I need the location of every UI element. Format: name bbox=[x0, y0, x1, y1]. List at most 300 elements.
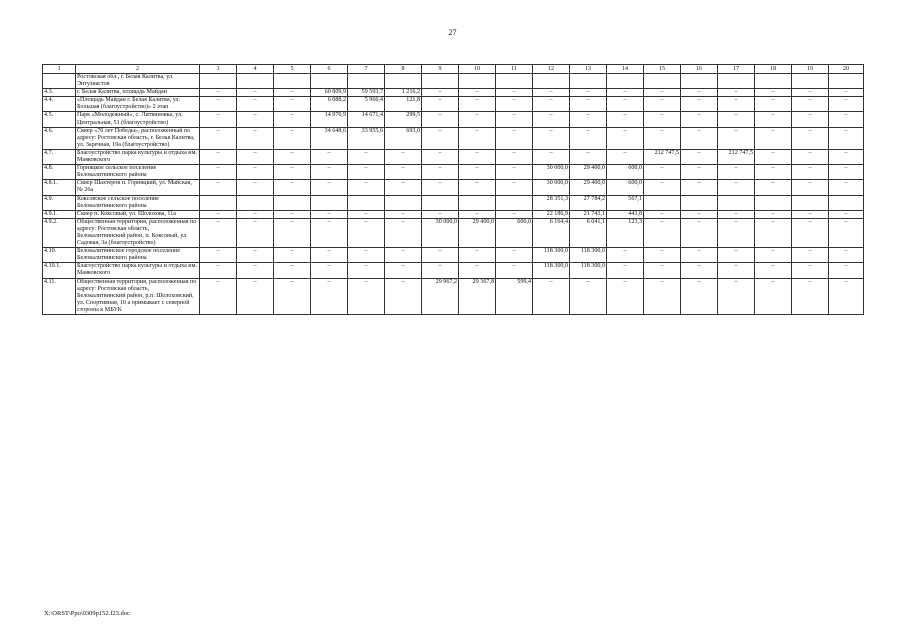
value-cell: 1 216,2 bbox=[385, 89, 422, 97]
value-cell: – bbox=[755, 149, 792, 164]
value-cell: – bbox=[755, 165, 792, 180]
value-cell: – bbox=[607, 97, 644, 112]
table-row bbox=[43, 89, 864, 97]
value-cell: – bbox=[681, 112, 718, 127]
value-cell: – bbox=[459, 263, 496, 278]
value-cell: – bbox=[533, 127, 570, 149]
value-cell: – bbox=[496, 127, 533, 149]
value-cell: – bbox=[607, 112, 644, 127]
value-cell bbox=[200, 74, 237, 89]
value-cell: – bbox=[459, 89, 496, 97]
value-cell: – bbox=[829, 180, 864, 195]
value-cell: – bbox=[459, 97, 496, 112]
value-cell: 212 747,5 bbox=[718, 149, 755, 164]
value-cell bbox=[792, 74, 829, 89]
value-cell: – bbox=[422, 180, 459, 195]
value-cell: – bbox=[792, 278, 829, 314]
value-cell: – bbox=[422, 112, 459, 127]
value-cell: – bbox=[422, 97, 459, 112]
value-cell: – bbox=[718, 165, 755, 180]
value-cell: – bbox=[348, 278, 385, 314]
value-cell: – bbox=[311, 210, 348, 218]
value-cell: – bbox=[274, 210, 311, 218]
value-cell: – bbox=[644, 112, 681, 127]
row-number-cell: 4.10.1. bbox=[43, 263, 76, 278]
value-cell: – bbox=[718, 218, 755, 247]
value-cell: – bbox=[644, 127, 681, 149]
value-cell: – bbox=[237, 165, 274, 180]
value-cell: – bbox=[237, 127, 274, 149]
value-cell: – bbox=[311, 218, 348, 247]
value-cell: – bbox=[200, 218, 237, 247]
row-number-cell: 4.6. bbox=[43, 127, 76, 149]
value-cell: – bbox=[718, 112, 755, 127]
value-cell: – bbox=[348, 165, 385, 180]
value-cell: – bbox=[274, 112, 311, 127]
value-cell: – bbox=[755, 278, 792, 314]
column-number-cell: 2 bbox=[76, 65, 200, 74]
value-cell: – bbox=[422, 127, 459, 149]
value-cell: – bbox=[681, 248, 718, 263]
value-cell bbox=[829, 74, 864, 89]
value-cell: – bbox=[792, 127, 829, 149]
value-cell bbox=[200, 195, 237, 210]
value-cell: – bbox=[274, 218, 311, 247]
value-cell: – bbox=[237, 97, 274, 112]
value-cell: – bbox=[570, 149, 607, 164]
value-cell: – bbox=[237, 149, 274, 164]
value-cell: – bbox=[200, 278, 237, 314]
value-cell bbox=[792, 195, 829, 210]
value-cell: – bbox=[496, 180, 533, 195]
row-name-cell: Коксовское сельское поселение Белокалитвинского района bbox=[76, 195, 200, 210]
value-cell: – bbox=[681, 180, 718, 195]
value-cell: 567,1 bbox=[607, 195, 644, 210]
value-cell bbox=[570, 74, 607, 89]
value-cell: – bbox=[792, 180, 829, 195]
value-cell: – bbox=[829, 97, 864, 112]
value-cell: – bbox=[718, 127, 755, 149]
value-cell: – bbox=[755, 89, 792, 97]
value-cell: – bbox=[755, 210, 792, 218]
value-cell: – bbox=[607, 149, 644, 164]
column-number-cell: 6 bbox=[311, 65, 348, 74]
value-cell: 299,5 bbox=[385, 112, 422, 127]
value-cell: 443,8 bbox=[607, 210, 644, 218]
value-cell: – bbox=[496, 165, 533, 180]
table-row bbox=[43, 195, 864, 210]
value-cell: – bbox=[681, 149, 718, 164]
row-name-cell: Общественная территория, расположенная по адресу: Ростовская область, Белокалитвинский район, р.п. Шолоховский, ул. Спортивная, 10 а примыкает с северной стороны к МБУК bbox=[76, 278, 200, 314]
value-cell: – bbox=[237, 218, 274, 247]
value-cell: 118 300,0 bbox=[533, 263, 570, 278]
value-cell: – bbox=[570, 97, 607, 112]
value-cell: – bbox=[237, 278, 274, 314]
value-cell: – bbox=[829, 127, 864, 149]
value-cell: – bbox=[348, 180, 385, 195]
value-cell: – bbox=[829, 278, 864, 314]
value-cell: 30 000,0 bbox=[422, 218, 459, 247]
value-cell: 34 648,6 bbox=[311, 127, 348, 149]
value-cell: – bbox=[422, 149, 459, 164]
value-cell: – bbox=[755, 248, 792, 263]
value-cell: 5 966,4 bbox=[348, 97, 385, 112]
value-cell: – bbox=[681, 127, 718, 149]
value-cell bbox=[422, 195, 459, 210]
row-name-cell: Благоустройство парка культуры и отдыха им. Маяковского bbox=[76, 149, 200, 164]
value-cell: 30 000,0 bbox=[533, 180, 570, 195]
value-cell: – bbox=[718, 263, 755, 278]
column-number-cell: 3 bbox=[200, 65, 237, 74]
value-cell: – bbox=[644, 248, 681, 263]
table-row bbox=[43, 149, 864, 164]
value-cell: – bbox=[496, 149, 533, 164]
value-cell bbox=[755, 195, 792, 210]
value-cell: 212 747,5 bbox=[644, 149, 681, 164]
value-cell: 6 088,2 bbox=[311, 97, 348, 112]
column-number-cell: 13 bbox=[570, 65, 607, 74]
value-cell: – bbox=[570, 127, 607, 149]
value-cell: – bbox=[385, 180, 422, 195]
value-cell: – bbox=[274, 180, 311, 195]
value-cell: 600,0 bbox=[496, 218, 533, 247]
value-cell: 693,0 bbox=[385, 127, 422, 149]
value-cell: – bbox=[459, 149, 496, 164]
table-row bbox=[43, 165, 864, 180]
value-cell bbox=[385, 195, 422, 210]
table-row bbox=[43, 210, 864, 218]
row-name-cell: Сквер «70 лет Победы», расположенный по адресу: Ростовская область, г. Белая Калитва, ул. Заречная, 19а (благоустройство) bbox=[76, 127, 200, 149]
value-cell: – bbox=[681, 165, 718, 180]
value-cell: 121,8 bbox=[385, 97, 422, 112]
value-cell: – bbox=[792, 248, 829, 263]
value-cell: 123,3 bbox=[607, 218, 644, 247]
value-cell bbox=[274, 74, 311, 89]
value-cell: – bbox=[200, 248, 237, 263]
value-cell: – bbox=[311, 248, 348, 263]
value-cell: – bbox=[570, 278, 607, 314]
value-cell bbox=[274, 195, 311, 210]
value-cell: – bbox=[422, 89, 459, 97]
value-cell: – bbox=[496, 97, 533, 112]
value-cell: 22 186,9 bbox=[533, 210, 570, 218]
value-cell bbox=[237, 195, 274, 210]
value-cell: – bbox=[311, 165, 348, 180]
row-name-cell: «Площадь Майдан г. Белая Калитва, ул. Большая (благоустройство)» 2 этап bbox=[76, 97, 200, 112]
value-cell: – bbox=[533, 149, 570, 164]
value-cell bbox=[348, 195, 385, 210]
value-cell: – bbox=[755, 180, 792, 195]
value-cell: – bbox=[274, 149, 311, 164]
column-number-cell: 14 bbox=[607, 65, 644, 74]
value-cell bbox=[385, 74, 422, 89]
row-number-cell: 4.7. bbox=[43, 149, 76, 164]
value-cell bbox=[237, 74, 274, 89]
value-cell: – bbox=[496, 89, 533, 97]
value-cell: – bbox=[644, 263, 681, 278]
value-cell: – bbox=[792, 97, 829, 112]
table-row bbox=[43, 180, 864, 195]
value-cell: – bbox=[348, 263, 385, 278]
row-name-cell: Ростовская обл., г. Белая Калитва, ул. Энтузиастов bbox=[76, 74, 200, 89]
value-cell bbox=[644, 74, 681, 89]
value-cell: – bbox=[607, 127, 644, 149]
value-cell: – bbox=[385, 165, 422, 180]
row-number-cell: 4.10. bbox=[43, 248, 76, 263]
value-cell: – bbox=[755, 97, 792, 112]
value-cell: 59 593,7 bbox=[348, 89, 385, 97]
value-cell: – bbox=[607, 89, 644, 97]
value-cell: – bbox=[644, 97, 681, 112]
value-cell: 29 367,8 bbox=[459, 278, 496, 314]
value-cell: – bbox=[792, 89, 829, 97]
value-cell: – bbox=[496, 248, 533, 263]
value-cell: – bbox=[570, 89, 607, 97]
value-cell bbox=[533, 74, 570, 89]
value-cell: – bbox=[237, 180, 274, 195]
value-cell: – bbox=[348, 248, 385, 263]
value-cell: – bbox=[829, 149, 864, 164]
value-cell: – bbox=[459, 248, 496, 263]
value-cell: – bbox=[829, 210, 864, 218]
value-cell: – bbox=[385, 278, 422, 314]
value-cell: – bbox=[274, 263, 311, 278]
value-cell: 33 955,6 bbox=[348, 127, 385, 149]
value-cell: – bbox=[274, 89, 311, 97]
value-cell: – bbox=[681, 97, 718, 112]
value-cell: 600,0 bbox=[607, 165, 644, 180]
value-cell: – bbox=[607, 263, 644, 278]
value-cell: – bbox=[644, 278, 681, 314]
column-number-cell: 9 bbox=[422, 65, 459, 74]
value-cell: – bbox=[718, 210, 755, 218]
value-cell bbox=[829, 195, 864, 210]
value-cell: – bbox=[644, 210, 681, 218]
value-cell bbox=[496, 195, 533, 210]
value-cell: – bbox=[755, 112, 792, 127]
table-row bbox=[43, 278, 864, 314]
value-cell: – bbox=[533, 112, 570, 127]
column-number-cell: 5 bbox=[274, 65, 311, 74]
value-cell: – bbox=[348, 210, 385, 218]
value-cell: – bbox=[459, 112, 496, 127]
row-name-cell: Общественная территория, расположенная по адресу: Ростовская область, Белокалитвинский район, п. Коксовый, ул. Садовая, 3а (благоустройство) bbox=[76, 218, 200, 247]
value-cell: – bbox=[237, 263, 274, 278]
value-cell: – bbox=[829, 263, 864, 278]
value-cell: – bbox=[274, 165, 311, 180]
value-cell: – bbox=[459, 127, 496, 149]
value-cell: – bbox=[792, 149, 829, 164]
value-cell bbox=[311, 195, 348, 210]
value-cell: – bbox=[385, 263, 422, 278]
value-cell: – bbox=[644, 180, 681, 195]
row-name-cell: Сквер Шахтеров п. Горняцкий, ул. Майская, № 26а bbox=[76, 180, 200, 195]
value-cell: – bbox=[755, 218, 792, 247]
value-cell: – bbox=[200, 112, 237, 127]
value-cell: 14 671,4 bbox=[348, 112, 385, 127]
value-cell: – bbox=[459, 165, 496, 180]
column-number-cell: 11 bbox=[496, 65, 533, 74]
value-cell: 118 300,0 bbox=[570, 263, 607, 278]
row-name-cell: Сквер п. Коксовый, ул. Шолохова, 11а bbox=[76, 210, 200, 218]
value-cell: – bbox=[829, 89, 864, 97]
value-cell: – bbox=[200, 180, 237, 195]
value-cell: – bbox=[422, 263, 459, 278]
table-row bbox=[43, 127, 864, 149]
value-cell: – bbox=[200, 97, 237, 112]
value-cell: – bbox=[237, 89, 274, 97]
value-cell bbox=[348, 74, 385, 89]
value-cell: – bbox=[274, 127, 311, 149]
value-cell bbox=[607, 74, 644, 89]
value-cell: – bbox=[681, 263, 718, 278]
value-cell: – bbox=[533, 278, 570, 314]
value-cell: – bbox=[570, 112, 607, 127]
value-cell bbox=[496, 74, 533, 89]
table-row bbox=[43, 248, 864, 263]
value-cell: – bbox=[274, 248, 311, 263]
row-number-cell: 4.8. bbox=[43, 165, 76, 180]
page-number: 27 bbox=[448, 28, 457, 37]
value-cell: – bbox=[681, 210, 718, 218]
value-cell: – bbox=[311, 263, 348, 278]
value-cell: 29 400,0 bbox=[570, 165, 607, 180]
value-cell: – bbox=[496, 112, 533, 127]
table-row bbox=[43, 74, 864, 89]
value-cell bbox=[681, 195, 718, 210]
value-cell: 29 400,0 bbox=[570, 180, 607, 195]
value-cell bbox=[681, 74, 718, 89]
value-cell: 21 743,1 bbox=[570, 210, 607, 218]
column-number-cell: 16 bbox=[681, 65, 718, 74]
value-cell: – bbox=[311, 180, 348, 195]
table-row bbox=[43, 97, 864, 112]
value-cell bbox=[459, 74, 496, 89]
row-number-cell: 4.9.1. bbox=[43, 210, 76, 218]
row-number-cell: 4.9. bbox=[43, 195, 76, 210]
value-cell bbox=[459, 195, 496, 210]
value-cell: – bbox=[311, 149, 348, 164]
value-cell: 6 041,1 bbox=[570, 218, 607, 247]
value-cell: – bbox=[237, 248, 274, 263]
table-row bbox=[43, 112, 864, 127]
value-cell: – bbox=[496, 263, 533, 278]
value-cell: – bbox=[385, 210, 422, 218]
value-cell: 118 300,0 bbox=[533, 248, 570, 263]
value-cell: – bbox=[533, 89, 570, 97]
value-cell: – bbox=[496, 210, 533, 218]
column-number-cell: 20 bbox=[829, 65, 864, 74]
value-cell: 6 164,4 bbox=[533, 218, 570, 247]
row-number-cell: 4.5. bbox=[43, 112, 76, 127]
value-cell: 14 970,9 bbox=[311, 112, 348, 127]
table-row bbox=[43, 263, 864, 278]
value-cell: – bbox=[533, 97, 570, 112]
column-number-cell: 8 bbox=[385, 65, 422, 74]
value-cell: – bbox=[200, 127, 237, 149]
value-cell: – bbox=[348, 218, 385, 247]
row-number-cell: 4.11. bbox=[43, 278, 76, 314]
row-name-cell: г. Белая Калитва, площадь Майдан bbox=[76, 89, 200, 97]
file-path-footer: X:\ORST\Ppo\0309p152.f23.doc bbox=[44, 610, 130, 617]
value-cell: 29 400,0 bbox=[459, 218, 496, 247]
value-cell: – bbox=[237, 112, 274, 127]
column-number-cell: 18 bbox=[755, 65, 792, 74]
value-cell: – bbox=[792, 112, 829, 127]
value-cell: – bbox=[200, 165, 237, 180]
column-number-cell: 1 bbox=[43, 65, 76, 74]
value-cell: – bbox=[718, 278, 755, 314]
value-cell bbox=[644, 195, 681, 210]
value-cell: – bbox=[792, 218, 829, 247]
value-cell: – bbox=[829, 165, 864, 180]
value-cell: – bbox=[681, 89, 718, 97]
value-cell: 118 300,0 bbox=[570, 248, 607, 263]
value-cell: 29 967,2 bbox=[422, 278, 459, 314]
column-number-cell: 15 bbox=[644, 65, 681, 74]
value-cell bbox=[755, 74, 792, 89]
value-cell: – bbox=[459, 180, 496, 195]
value-cell: – bbox=[792, 210, 829, 218]
value-cell: – bbox=[385, 248, 422, 263]
value-cell: – bbox=[718, 89, 755, 97]
value-cell: – bbox=[792, 165, 829, 180]
value-cell: – bbox=[237, 210, 274, 218]
value-cell: – bbox=[755, 127, 792, 149]
value-cell: 60 809,9 bbox=[311, 89, 348, 97]
value-cell: – bbox=[681, 278, 718, 314]
value-cell: – bbox=[459, 210, 496, 218]
value-cell: – bbox=[644, 89, 681, 97]
value-cell: – bbox=[755, 263, 792, 278]
table-row bbox=[43, 218, 864, 247]
row-name-cell: Белокалитвинское городское поселение Белокалитвинского района bbox=[76, 248, 200, 263]
value-cell: 600,0 bbox=[607, 180, 644, 195]
row-name-cell: Горняцкое сельское поселение Белокалитвинского района bbox=[76, 165, 200, 180]
column-number-cell: 7 bbox=[348, 65, 385, 74]
value-cell: – bbox=[718, 248, 755, 263]
value-cell: – bbox=[348, 149, 385, 164]
row-number-cell bbox=[43, 74, 76, 89]
value-cell: – bbox=[644, 165, 681, 180]
value-cell: – bbox=[681, 218, 718, 247]
row-name-cell: Парк «Молодежный», с. Литвиновка, ул. Центральная, 51 (благоустройство) bbox=[76, 112, 200, 127]
value-cell bbox=[311, 74, 348, 89]
row-number-cell: 4.3. bbox=[43, 89, 76, 97]
value-cell: – bbox=[422, 165, 459, 180]
value-cell: – bbox=[385, 218, 422, 247]
column-number-cell: 4 bbox=[237, 65, 274, 74]
column-number-header bbox=[43, 65, 864, 74]
value-cell: – bbox=[718, 180, 755, 195]
value-cell: – bbox=[274, 278, 311, 314]
value-cell bbox=[422, 74, 459, 89]
value-cell: – bbox=[829, 218, 864, 247]
value-cell: – bbox=[422, 210, 459, 218]
column-number-cell: 19 bbox=[792, 65, 829, 74]
value-cell: – bbox=[644, 218, 681, 247]
row-number-cell: 4.4. bbox=[43, 97, 76, 112]
budget-table bbox=[42, 64, 864, 315]
value-cell: – bbox=[200, 263, 237, 278]
value-cell: 599,4 bbox=[496, 278, 533, 314]
column-number-cell: 12 bbox=[533, 65, 570, 74]
column-number-cell: 17 bbox=[718, 65, 755, 74]
row-name-cell: Благоустройство парка культуры и отдыха им. Маяковского bbox=[76, 263, 200, 278]
value-cell: 27 784,2 bbox=[570, 195, 607, 210]
value-cell: – bbox=[607, 278, 644, 314]
value-cell: – bbox=[607, 248, 644, 263]
